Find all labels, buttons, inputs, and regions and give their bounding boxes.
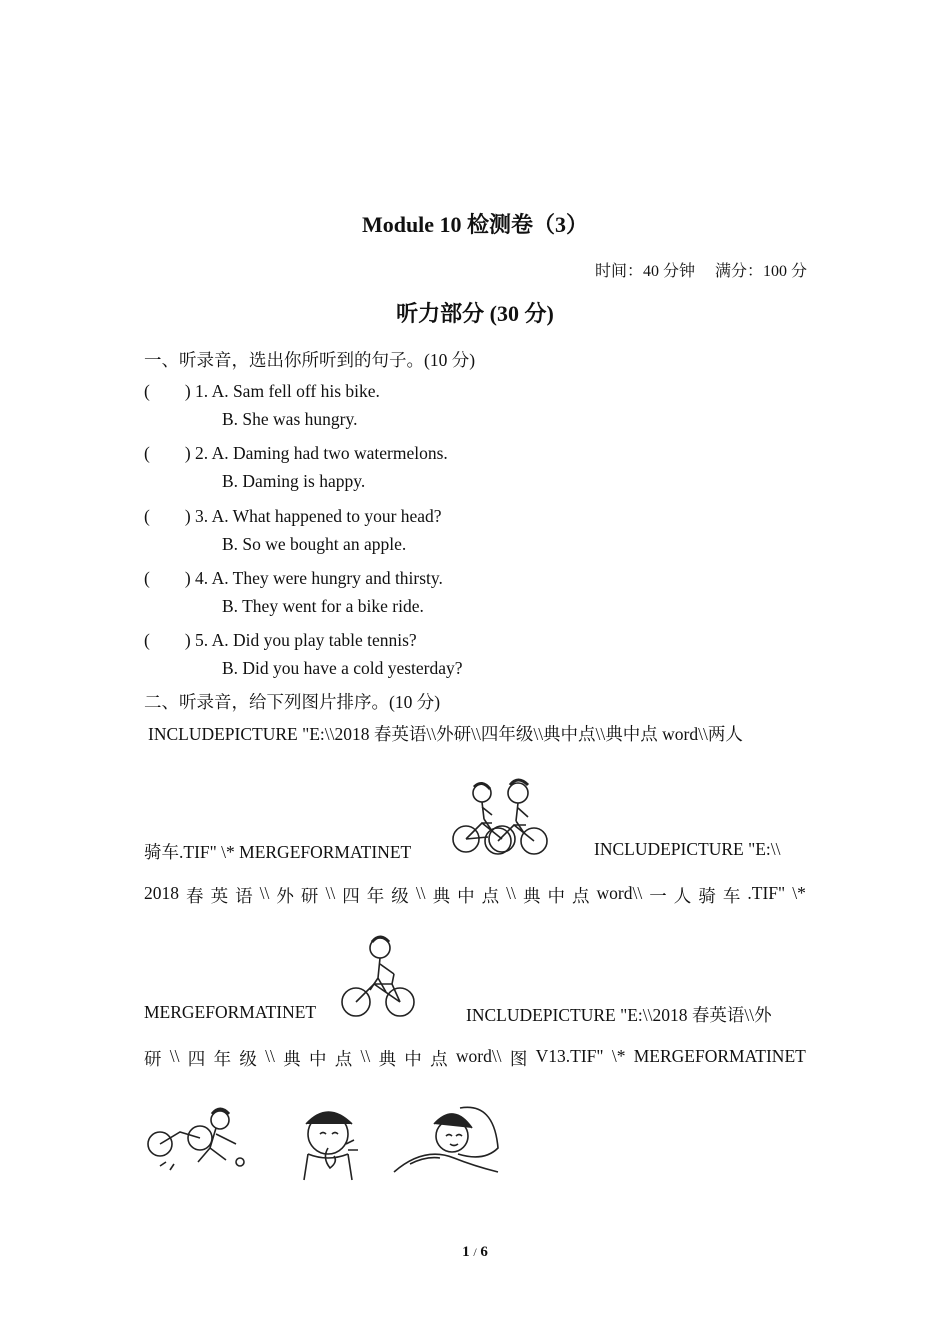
field-token: 点 [334, 1049, 353, 1069]
field-token: \\ [360, 1046, 371, 1066]
question-4: ( ) 4. A. They were hungry and thirsty. [144, 568, 443, 588]
field-token: 典 [378, 1049, 397, 1069]
field-token: 典 [283, 1049, 301, 1069]
field-token: 点 [481, 886, 500, 906]
child-coughing-picture [298, 1104, 360, 1182]
field-token: 人 [673, 886, 692, 906]
field-token: 一 [649, 886, 667, 906]
field-token: 中 [404, 1049, 422, 1069]
field-token: 年 [366, 886, 385, 906]
field-code-line-5 [144, 1046, 806, 1071]
field-token: 典 [522, 886, 541, 906]
question-1: ( ) 1. A. Sam fell off his bike. [144, 381, 380, 401]
field-token: 点 [430, 1049, 448, 1069]
field-token: \* [792, 883, 806, 903]
field-token: 四 [187, 1049, 206, 1069]
field-token: 四 [342, 886, 360, 906]
page-number [0, 1244, 950, 1261]
field-token: .TIF" [747, 883, 786, 903]
question-4-option-b: B. They went for a bike ride. [222, 596, 424, 616]
field-code-line-3 [144, 883, 806, 908]
part2-instruction: 二、听录音，给下列图片排序。(10 分) [144, 692, 441, 712]
field-token: MERGEFORMATINET [633, 1046, 806, 1066]
field-token: \\ [265, 1046, 275, 1066]
time-score-info: 时间：40 分钟 满分：100 分 [594, 263, 807, 280]
field-token: 典 [432, 886, 451, 906]
question-3: ( ) 3. A. What happened to your head? [144, 506, 442, 526]
field-code-line-4b: INCLUDEPICTURE "E:\\2018 春英语\\外 [466, 1005, 772, 1025]
question-1-option-b: B. She was hungry. [222, 409, 358, 429]
field-token: 图 [509, 1049, 528, 1069]
field-token: V13.TIF" [535, 1046, 604, 1066]
child-sick-in-bed-picture [390, 1100, 504, 1180]
page-current: 1 [462, 1244, 470, 1260]
field-token: 中 [457, 886, 475, 906]
field-token: 英 [210, 886, 229, 906]
field-token: \\ [169, 1046, 180, 1066]
field-token: 2018 [144, 883, 179, 903]
two-kids-riding-bikes-picture [448, 775, 552, 859]
question-3-option-b: B. So we bought an apple. [222, 534, 407, 554]
field-token: 年 [213, 1049, 232, 1069]
question-2: ( ) 2. A. Daming had two watermelons. [144, 443, 448, 463]
field-token: 点 [572, 886, 590, 906]
boy-riding-bike-picture [338, 934, 418, 1020]
field-token: 中 [308, 1049, 327, 1069]
field-token: 级 [391, 886, 409, 906]
question-5: ( ) 5. A. Did you play table tennis? [144, 630, 417, 650]
listening-section-title: 听力部分 (30 分) [396, 301, 554, 326]
field-token: 车 [722, 886, 741, 906]
field-code-line-1: INCLUDEPICTURE "E:\\2018 春英语\\外研\\四年级\\典中点\\典中点 word\\两人 [148, 724, 743, 744]
field-token: word\\ [455, 1046, 502, 1066]
field-token: 研 [144, 1049, 162, 1069]
field-token: 骑 [698, 886, 716, 906]
child-fell-off-bike-picture [140, 1104, 250, 1174]
field-code-line-4a: MERGEFORMATINET [144, 1002, 317, 1022]
field-code-line-2b: INCLUDEPICTURE "E:\\ [594, 839, 781, 859]
field-token: \\ [415, 883, 426, 903]
field-token: 春 [186, 886, 204, 906]
field-token: word\\ [596, 883, 643, 903]
question-5-option-b: B. Did you have a cold yesterday? [222, 658, 463, 678]
field-token: 级 [239, 1049, 257, 1069]
part1-instruction: 一、听录音，选出你所听到的句子。(10 分) [144, 350, 476, 370]
page-title: Module 10 检测卷（3） [361, 212, 589, 237]
field-token: 中 [547, 886, 565, 906]
field-token: \\ [506, 883, 516, 903]
field-token: \\ [325, 883, 336, 903]
page-total: 6 [480, 1244, 488, 1260]
field-token: 外 [276, 886, 294, 906]
question-2-option-b: B. Daming is happy. [222, 471, 366, 491]
field-code-line-2a: 骑车.TIF" \* MERGEFORMATINET [144, 842, 412, 862]
page-separator: / [473, 1245, 477, 1259]
field-token: \\ [259, 883, 270, 903]
field-token: \* [611, 1046, 626, 1066]
field-token: 研 [300, 886, 319, 906]
field-token: 语 [235, 886, 253, 906]
